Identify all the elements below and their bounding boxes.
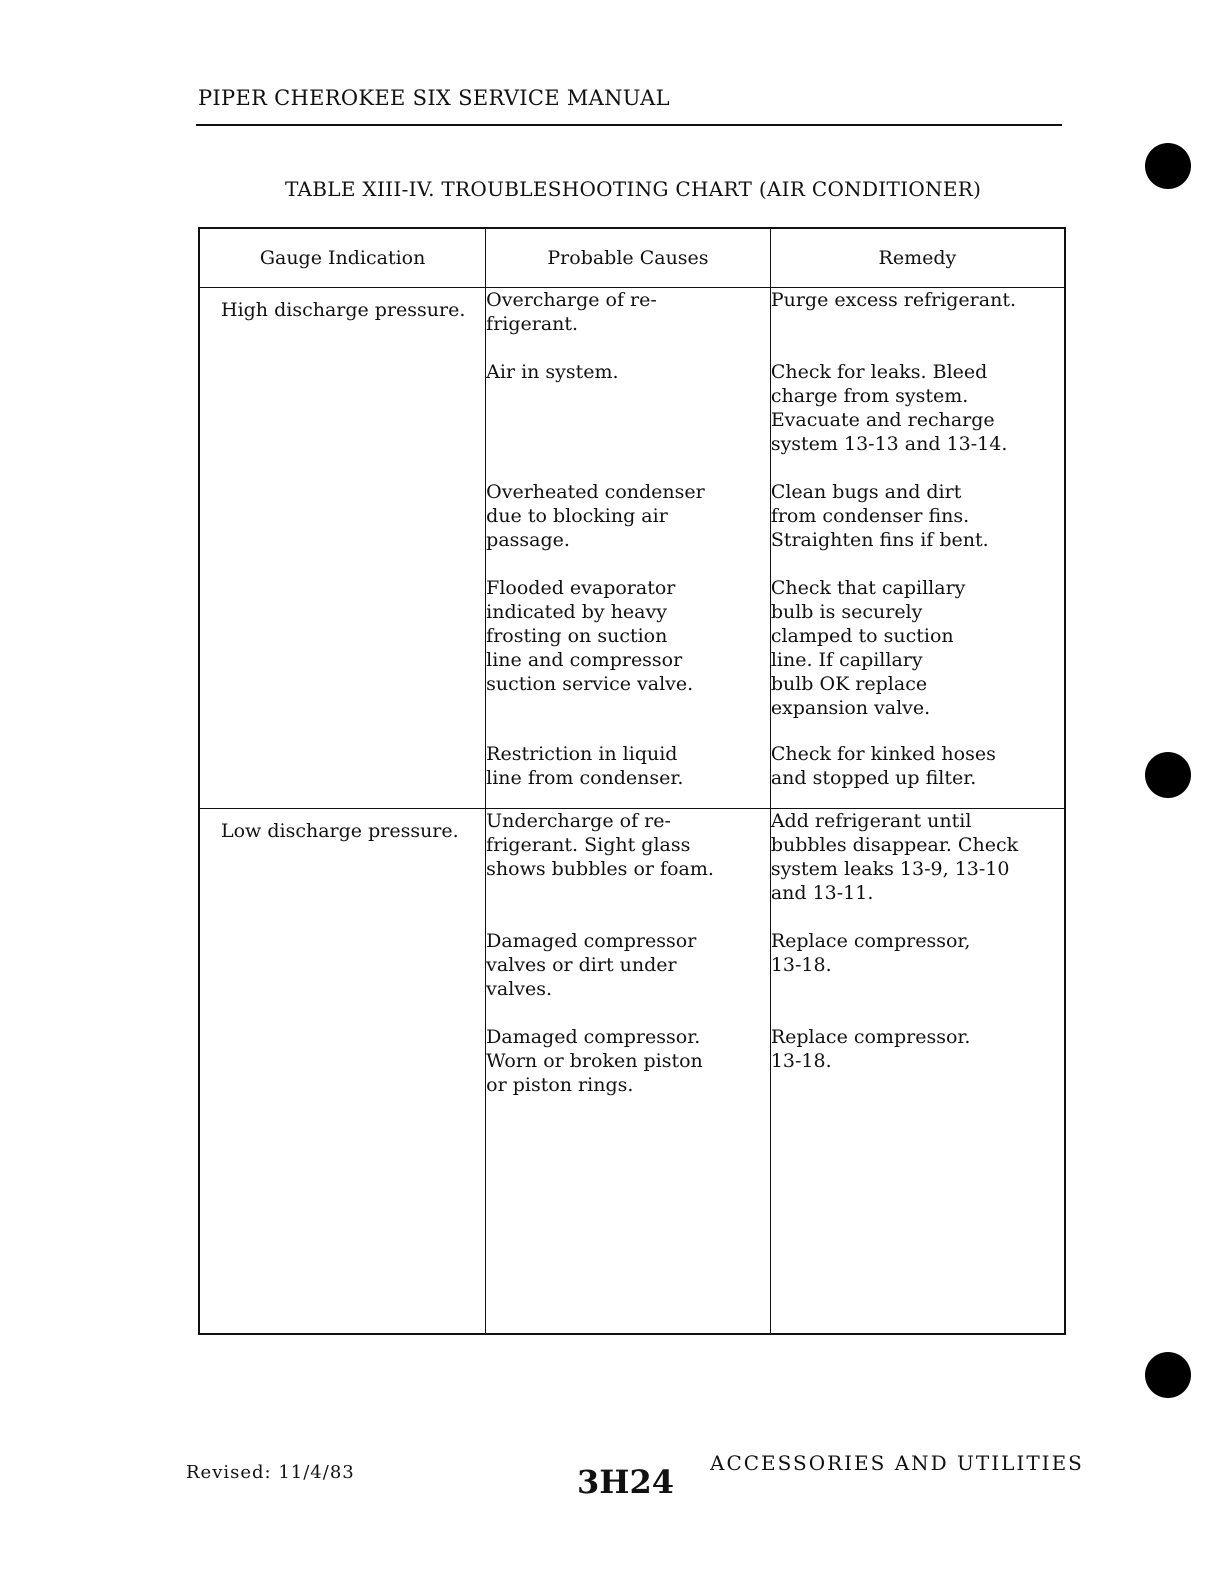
probable-cause: Damaged compressor valves or dirt under valves. <box>486 930 697 1001</box>
probable-cause: Air in system. <box>486 361 619 383</box>
punch-hole <box>1145 1352 1191 1398</box>
remedy: Add refrigerant until bubbles disappear. Check system leaks 13-9, 13-10 and 13-11. <box>770 810 1019 905</box>
table-row <box>199 288 1065 809</box>
remedy: Replace compressor, 13-18. <box>770 930 971 977</box>
remedy: Check for kinked hoses and stopped up filter. <box>770 743 996 789</box>
revision-date: Revised: 11/4/83 <box>186 1462 355 1483</box>
gauge-indication-cell <box>199 809 486 1334</box>
table-header-row <box>199 228 1065 288</box>
troubleshooting-table <box>198 227 1066 1335</box>
column-header-gauge-indication: Gauge Indication <box>199 228 486 288</box>
gauge-indication: High discharge pressure. <box>221 299 466 321</box>
table-row <box>199 809 1065 1334</box>
remedy: Check that capillary bulb is securely clamped to suction line. If capillary bulb OK replace expansion valve. <box>770 577 966 719</box>
manual-title: PIPER CHEROKEE SIX SERVICE MANUAL <box>198 86 670 110</box>
probable-causes-cell <box>486 809 771 1334</box>
probable-cause: Flooded evaporator indicated by heavy frosting on suction line and compressor suction service valve. <box>486 577 694 695</box>
page-number: 3H24 <box>577 1463 675 1501</box>
probable-cause: Damaged compressor. Worn or broken piston or piston rings. <box>486 1026 703 1097</box>
probable-cause: Overcharge of re- frigerant. <box>486 289 657 335</box>
remedy-cell <box>770 809 1065 1334</box>
header-rule <box>196 124 1062 126</box>
table-title: TABLE XIII-IV. TROUBLESHOOTING CHART (AIR CONDITIONER) <box>285 177 982 201</box>
remedy: Clean bugs and dirt from condenser fins. Straighten fins if bent. <box>770 481 989 551</box>
column-header-remedy: Remedy <box>770 228 1065 288</box>
probable-cause: Overheated condenser due to blocking air passage. <box>486 481 705 551</box>
remedy-cell <box>770 288 1065 809</box>
remedy: Check for leaks. Bleed charge from system. Evacuate and recharge system 13-13 and 13-14. <box>770 361 1008 455</box>
probable-cause: Undercharge of re- frigerant. Sight glass shows bubbles or foam. <box>486 810 714 881</box>
gauge-indication: Low discharge pressure. <box>221 820 459 843</box>
gauge-indication-cell <box>199 288 486 809</box>
probable-cause: Restriction in liquid line from condenser. <box>486 743 684 789</box>
remedy: Purge excess refrigerant. <box>770 289 1016 311</box>
punch-hole <box>1145 752 1191 798</box>
section-name: ACCESSORIES AND UTILITIES <box>710 1451 1084 1475</box>
column-header-probable-causes: Probable Causes <box>486 228 771 288</box>
punch-hole <box>1145 143 1191 189</box>
remedy: Replace compressor. 13-18. <box>770 1026 971 1073</box>
probable-causes-cell <box>486 288 771 809</box>
